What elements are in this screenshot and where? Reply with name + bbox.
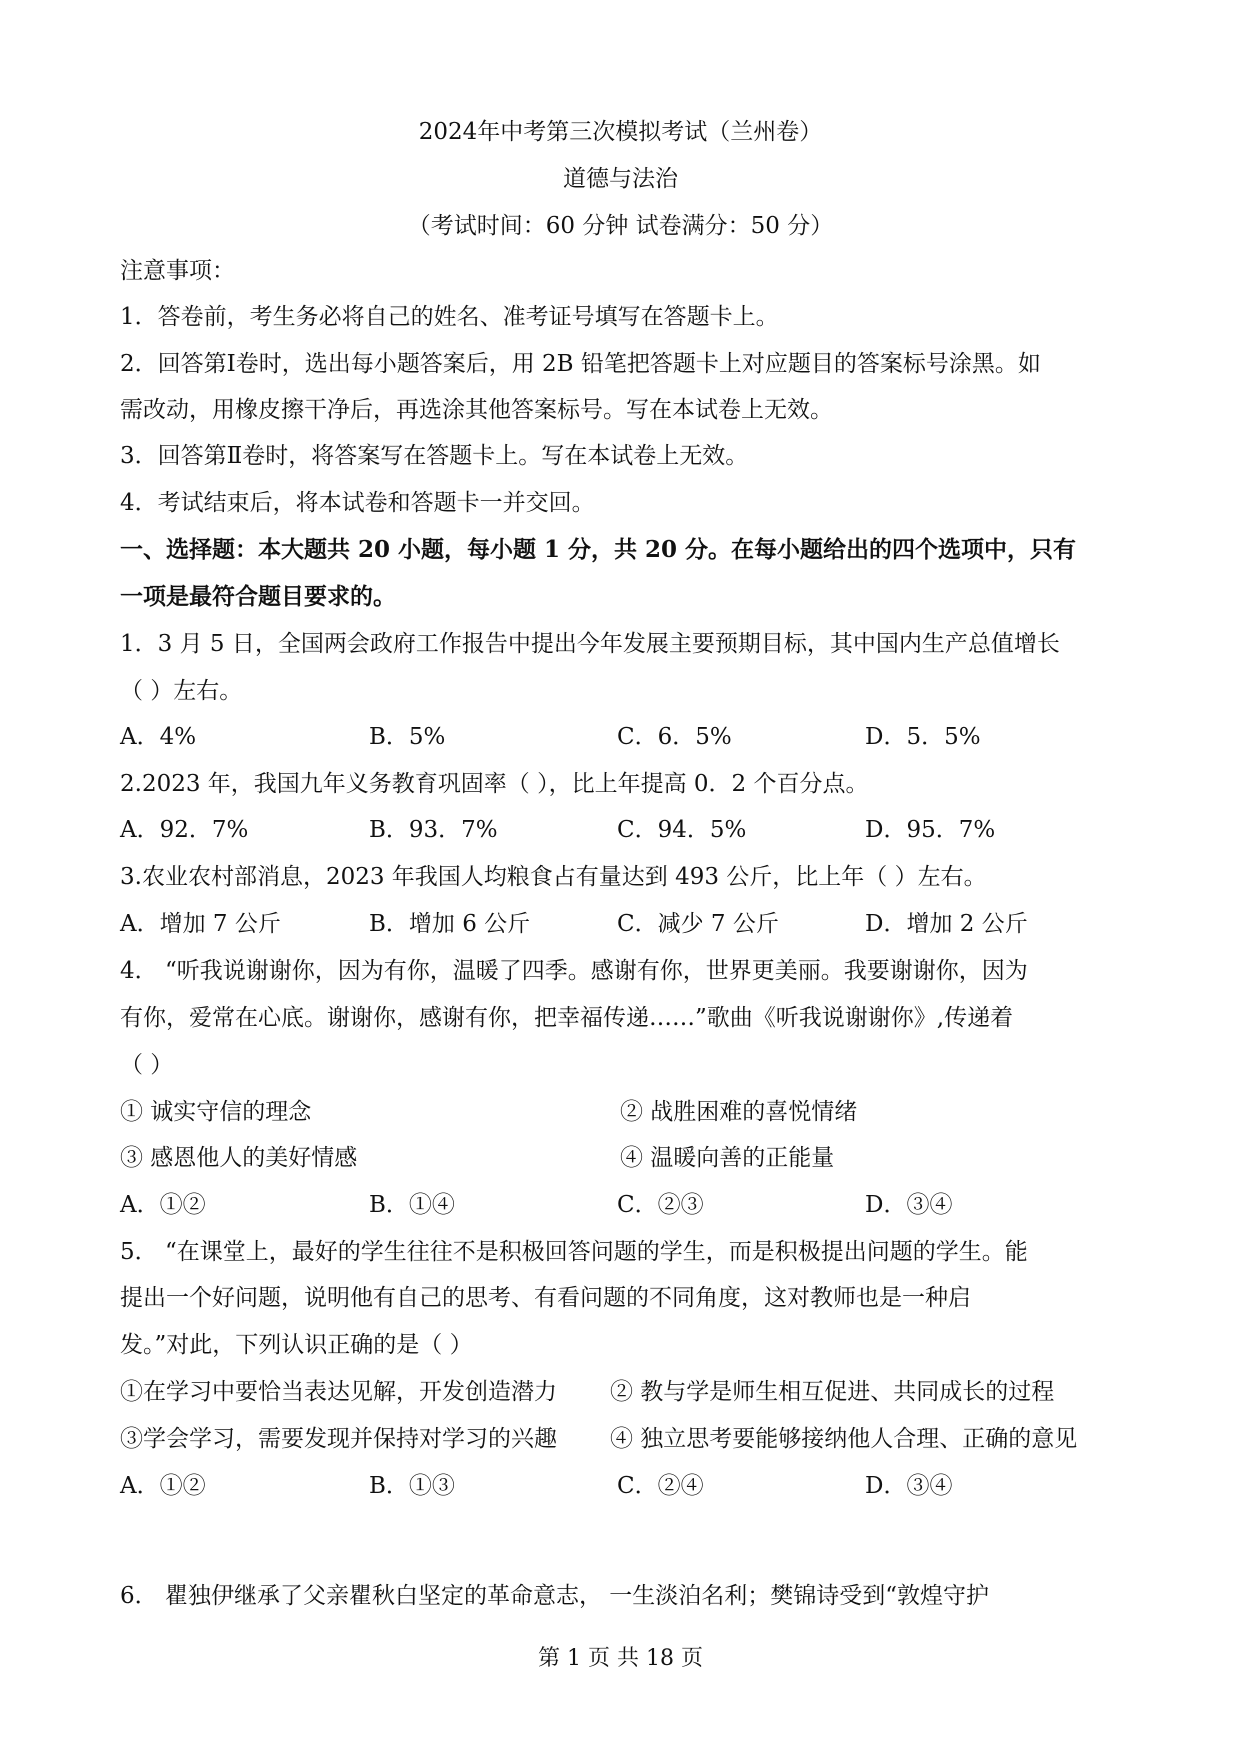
question-5-stem-cont: 发。”对此，下列认识正确的是（ ） [120,1332,473,1358]
q4-option-a: A．①② [120,1192,206,1218]
q3-option-b: B．增加 6 公斤 [369,911,531,937]
q5-option-d: D．③④ [865,1473,953,1499]
question-4-stem-cont: （ ） [120,1052,174,1078]
q2-option-b: B．93．7% [369,817,498,843]
q1-option-c: C．6．5% [617,724,732,750]
q4-statement-2: ② 战胜困难的喜悦情绪 [620,1099,858,1125]
note-item: 2．回答第Ⅰ卷时，选出每小题答案后，用 2B 铅笔把答题卡上对应题目的答案标号涂黑。如 [120,351,1041,377]
q3-option-a: A．增加 7 公斤 [120,911,281,937]
q5-statement-3: ③学会学习，需要发现并保持对学习的兴趣 [120,1426,557,1452]
question-4-stem-cont: 有你，爱常在心底。谢谢你，感谢有你，把幸福传递……”歌曲《听我说谢谢你》,传递着 [120,1005,1014,1031]
q4-statement-4: ④ 温暖向善的正能量 [620,1145,835,1171]
q2-option-a: A．92．7% [120,817,249,843]
section-heading: 一、选择题：本大题共 20 小题，每小题 1 分，共 20 分。在每小题给出的四个选项中，只有 [120,536,1077,563]
q2-option-d: D．95．7% [865,817,996,843]
question-4-stem: 4． “听我说谢谢你，因为有你，温暖了四季。感谢有你，世界更美丽。我要谢谢你，因为 [120,958,1028,984]
question-5-stem: 5． “在课堂上，最好的学生往往不是积极回答问题的学生，而是积极提出问题的学生。能 [120,1239,1028,1265]
question-5-stem-cont: 提出一个好问题，说明他有自己的思考、有看问题的不同角度，这对教师也是一种启 [120,1285,971,1311]
q5-statement-4: ④ 独立思考要能够接纳他人合理、正确的意见 [610,1426,1078,1452]
q4-option-b: B．①④ [369,1192,455,1218]
q4-statement-1: ① 诚实守信的理念 [120,1099,312,1125]
question-3-stem: 3.农业农村部消息，2023 年我国人均粮食占有量达到 493 公斤，比上年（ ）左右。 [120,864,987,890]
q1-option-b: B．5% [369,724,446,750]
note-item: 3．回答第Ⅱ卷时，将答案写在答题卡上。写在本试卷上无效。 [120,443,749,469]
q1-option-a: A．4% [120,724,197,750]
q5-option-c: C．②④ [617,1473,704,1499]
q5-option-b: B．①③ [369,1473,455,1499]
q4-option-c: C．②③ [617,1192,704,1218]
section-heading-cont: 一项是最符合题目要求的。 [120,583,396,610]
q1-option-d: D．5．5% [865,724,981,750]
q4-statement-3: ③ 感恩他人的美好情感 [120,1145,358,1171]
question-1-stem: 1．3 月 5 日，全国两会政府工作报告中提出今年发展主要预期目标，其中国内生产总值增长 [120,631,1060,657]
note-item: 4．考试结束后，将本试卷和答题卡一并交回。 [120,490,595,516]
question-6-stem: 6． 瞿独伊继承了父亲瞿秋白坚定的革命意志， 一生淡泊名利；樊锦诗受到“敦煌守护 [120,1583,990,1609]
q2-option-c: C．94．5% [617,817,747,843]
page-number: 第 1 页 共 18 页 [538,1646,703,1671]
exam-title: 2024年中考第三次模拟考试（兰州卷） [418,119,823,145]
q4-option-d: D．③④ [865,1192,953,1218]
q5-statement-2: ② 教与学是师生相互促进、共同成长的过程 [610,1379,1055,1405]
q5-option-a: A．①② [120,1473,206,1499]
exam-info: （考试时间：60 分钟 试卷满分：50 分） [407,213,834,239]
note-item: 1．答卷前，考生务必将自己的姓名、准考证号填写在答题卡上。 [120,304,779,330]
q3-option-d: D．增加 2 公斤 [865,911,1028,937]
subject-title: 道德与法治 [563,166,678,192]
q3-option-c: C．减少 7 公斤 [617,911,779,937]
notes-heading: 注意事项： [120,258,235,284]
note-item: 需改动，用橡皮擦干净后，再选涂其他答案标号。写在本试卷上无效。 [120,397,833,423]
question-1-stem-cont: （ ）左右。 [120,678,243,704]
q5-statement-1: ①在学习中要恰当表达见解，开发创造潜力 [120,1379,557,1405]
question-2-stem: 2.2023 年，我国九年义务教育巩固率（ ），比上年提高 0．2 个百分点。 [120,771,869,797]
